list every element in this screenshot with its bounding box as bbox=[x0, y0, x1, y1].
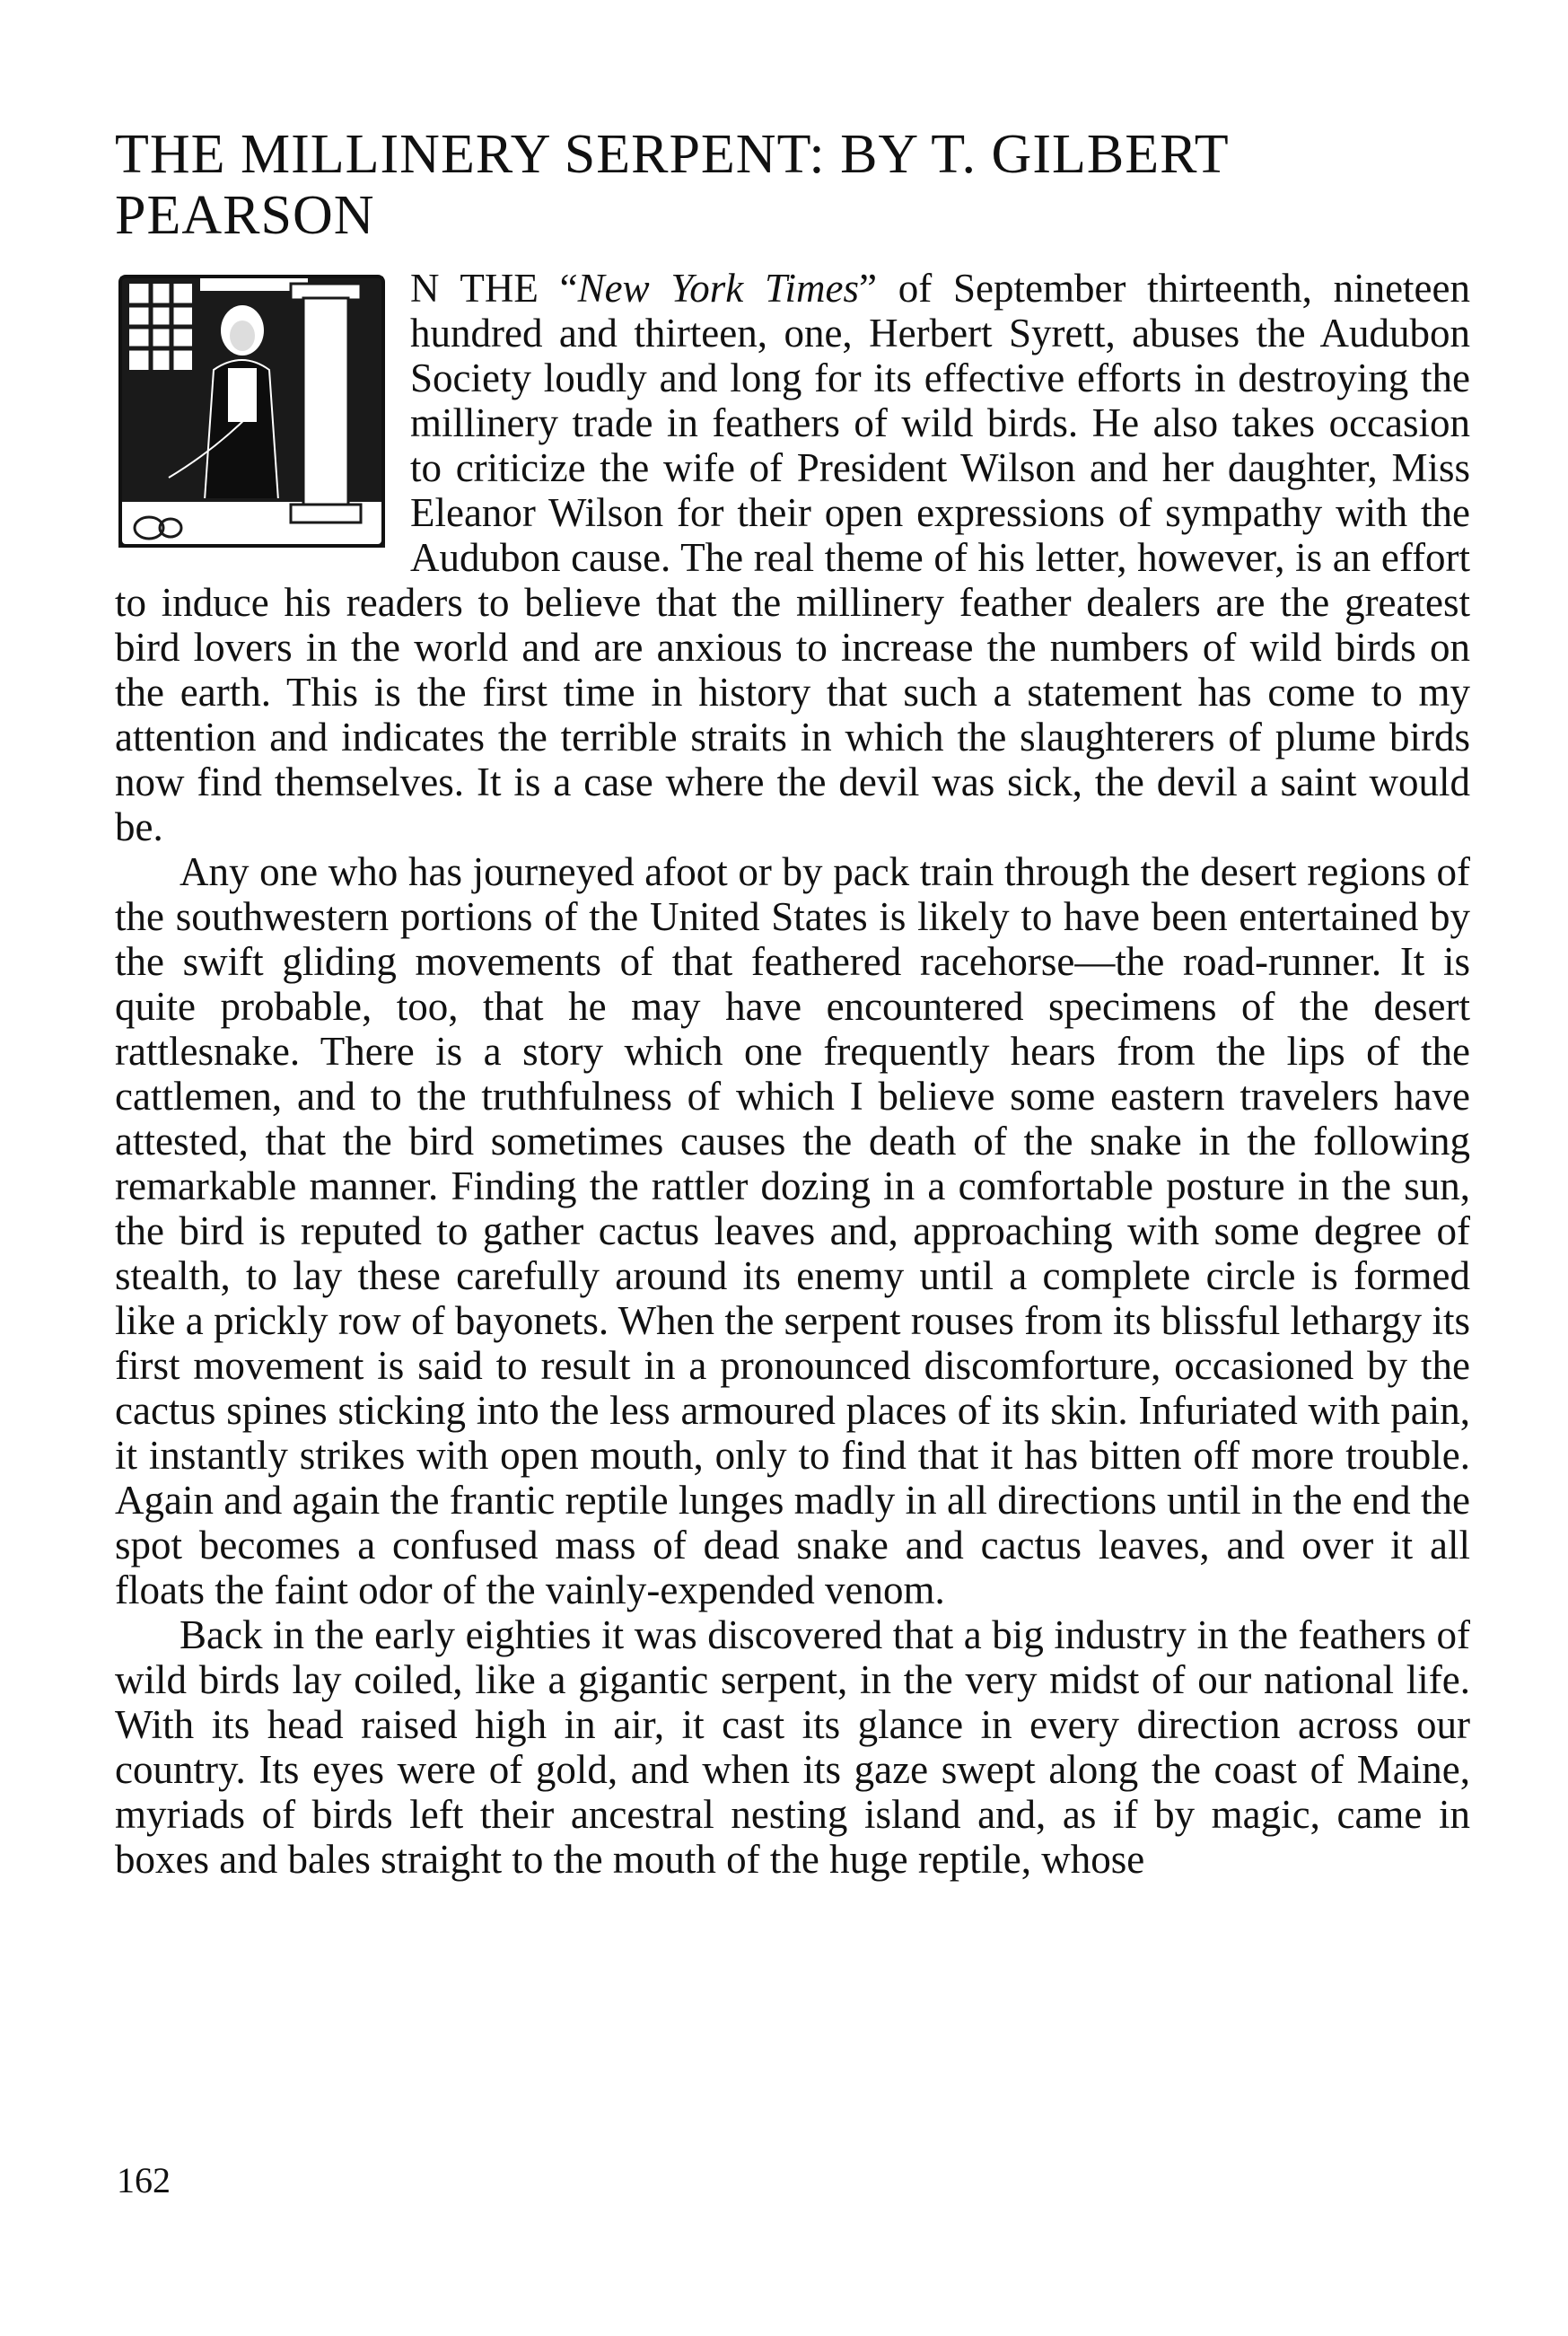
paragraph-1-start: N THE “ bbox=[410, 266, 578, 311]
drop-cap-letter: I bbox=[326, 432, 327, 434]
newspaper-title: New York Times bbox=[577, 266, 860, 311]
article-body bbox=[115, 266, 1470, 1882]
page-number: 162 bbox=[117, 2160, 171, 2200]
paragraph-3: Back in the early eighties it was discovered that a big industry in the feathers of wild birds lay coiled, like a gigantic serpent, in the very midst of our national life. With its head raised high in air, it cast its glance in every direction across our country. Its eyes were of gold, and when its gaze swept along the coast of Maine, myriads of birds left their ancestral nesting island and, as if by magic, came in boxes and bales straight to the mouth of the huge reptile, whose bbox=[115, 1612, 1470, 1882]
drop-cap-illustration bbox=[115, 271, 389, 551]
article-title: THE MILLINERY SERPENT: BY T. GILBERT PEARSON bbox=[115, 124, 1229, 246]
paragraph-1-rest: ” of September thirteenth, nineteen hundred and thirteen, one, Herbert Syrett, abuses the Audubon Society loudly and long for its effective efforts in destroying the millinery trade in feathers of wild birds. He also takes occasion to criticize the wife of President Wilson and her daughter, Miss Eleanor Wilson for their open expressions of sympathy with the Audubon cause. The real theme of his letter, however, is an effort to induce his readers to believe that the millinery feather dealers are the greatest bird lovers in the world and are anxious to increase the numbers of wild birds on the earth. This is the first time in history that such a statement has come to my attention and indicates the terrible straits in which the slaughterers of plume birds now find themselves. It is a case where the devil was sick, the devil a saint would be. bbox=[115, 266, 1471, 849]
drop-cap-figure-icon bbox=[115, 271, 389, 551]
page-content bbox=[115, 124, 1470, 1882]
paragraph-2: Any one who has journeyed afoot or by pack train through the desert regions of the southwestern portions of the United States is likely to have been entertained by the swift gliding movements of that feathered racehorse—the road-runner. It is quite probable, too, that he may have encountered specimens of the desert rattlesnake. There is a story which one frequently hears from the lips of the cattlemen, and to the truthfulness of which I believe some eastern travelers have attested, that the bird sometimes causes the death of the snake in the following remarkable manner. Finding the rattler dozing in a comfortable posture in the sun, the bird is reputed to gather cactus leaves and, approaching with some degree of stealth, to lay these carefully around its enemy until a complete circle is formed like a prickly row of bayonets. When the serpent rouses from its blissful lethargy its first movement is said to result in a pronounced discomforture, occasioned by the cactus spines sticking into the less armoured places of its skin. Infuriated with pain, it instantly strikes with open mouth, only to find that it has bitten off more trouble. Again and again the frantic reptile lunges madly in all directions until in the end the spot becomes a confused mass of dead snake and cactus leaves, and over it all floats the faint odor of the vainly-expended venom. bbox=[115, 849, 1470, 1612]
